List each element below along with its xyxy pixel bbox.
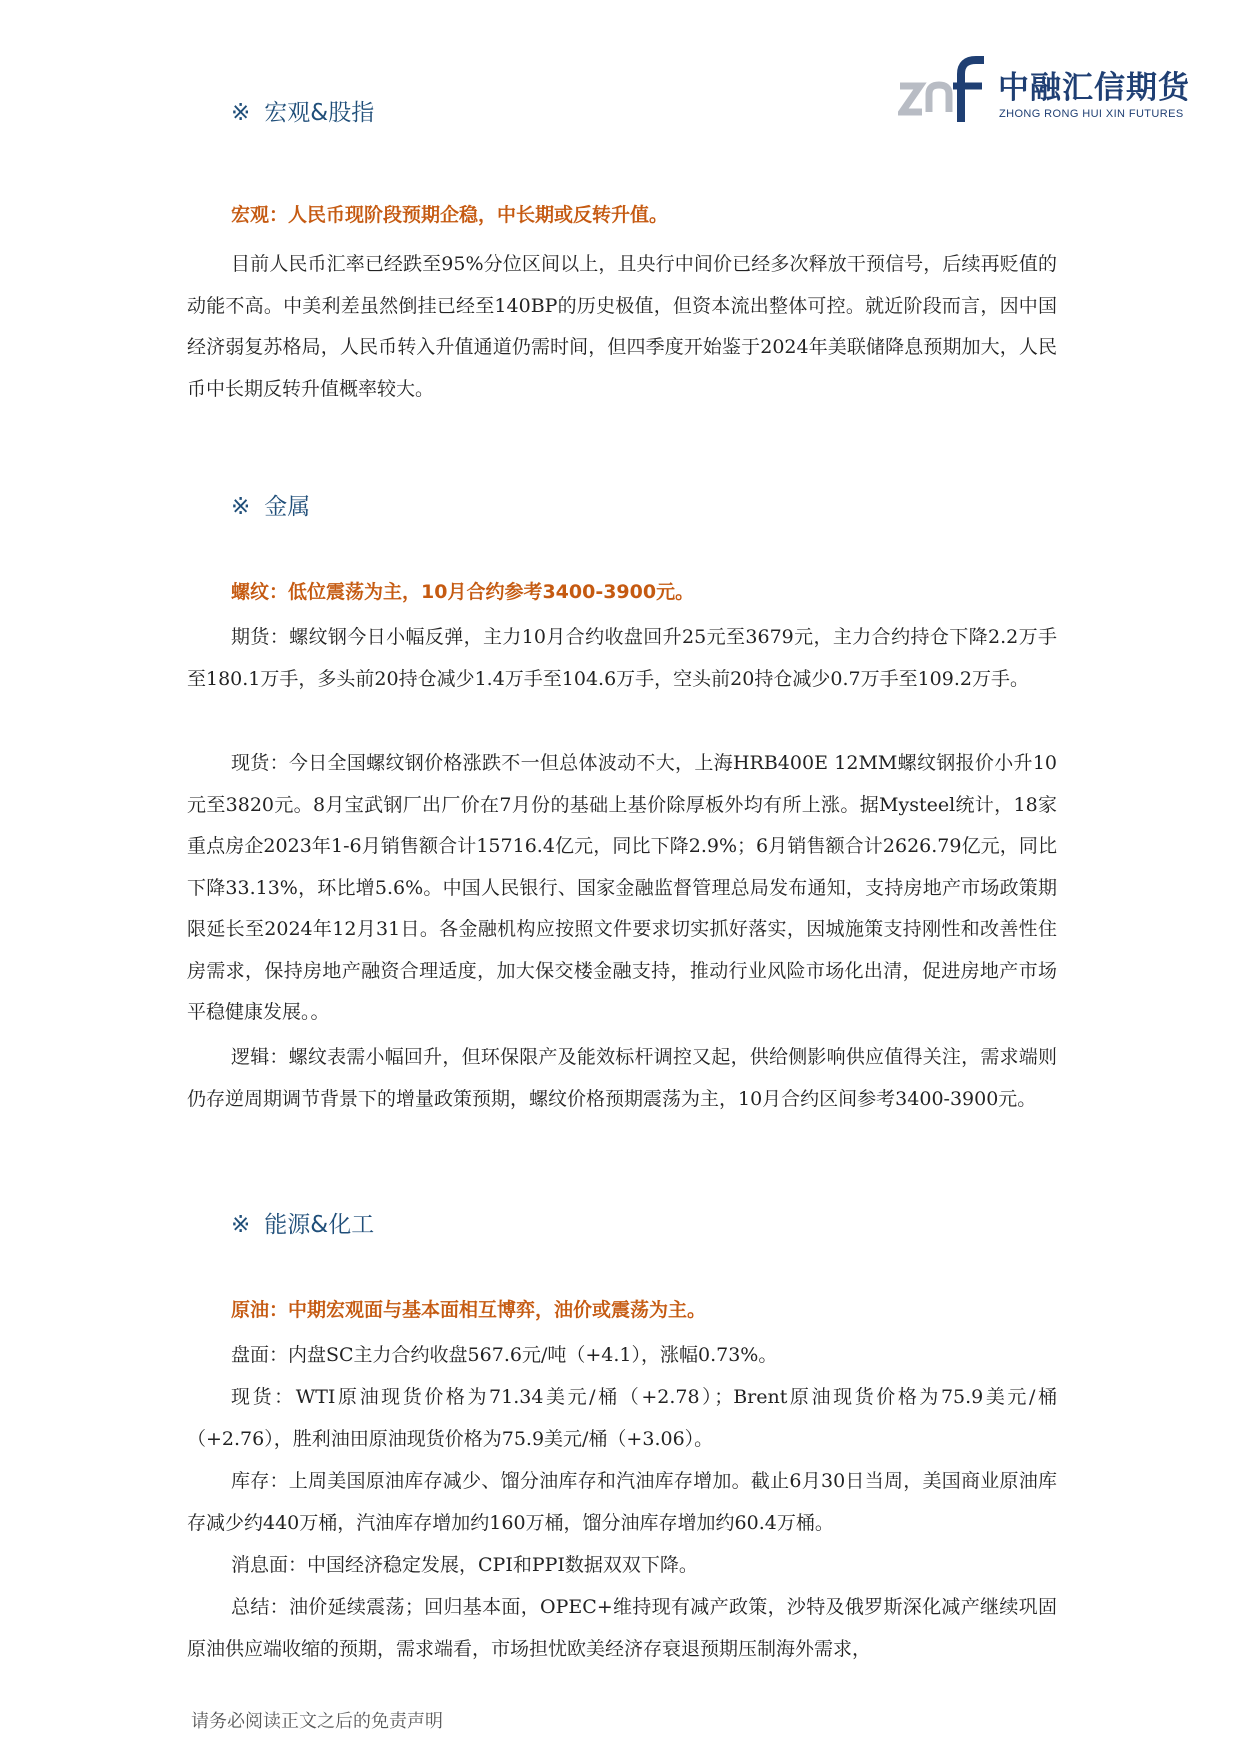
footer-disclaimer: 请务必阅读正文之后的免责声明 xyxy=(191,1711,443,1732)
section-title-metals: 金属 xyxy=(264,494,311,520)
paragraph-oil-summary: 总结：油价延续震荡；回归基本面，OPEC+维持现有减产政策，沙特及俄罗斯深化减产继续巩固原油供应端收缩的预期，需求端看，市场担忧欧美经济存衰退预期压制海外需求， xyxy=(187,1596,1057,1660)
section-title-energy: 能源&化工 xyxy=(264,1212,375,1238)
reference-mark-icon: ※ xyxy=(231,494,251,520)
logo-name-cn: 中融汇信期货 xyxy=(998,70,1190,106)
section-heading-energy xyxy=(231,1206,374,1239)
logo-name-en: ZHONG RONG HUI XIN FUTURES xyxy=(999,108,1184,120)
reference-mark-icon: ※ xyxy=(231,100,251,126)
znf-logo-mark-icon xyxy=(898,56,988,122)
paragraph-oil-market: 盘面：内盘SC主力合约收盘567.6元/吨（+4.1），涨幅0.73%。 xyxy=(231,1344,778,1366)
paragraph-oil-spot: 现货：WTI原油现货价格为71.34美元/桶（+2.78）；Brent原油现货价格为75.9美元/桶（+2.76），胜利油田原油现货价格为75.9美元/桶（+3.06）。 xyxy=(187,1386,1057,1450)
section-heading-macro xyxy=(231,94,374,127)
subheading-rebar: 螺纹：低位震荡为主，10月合约参考3400-3900元。 xyxy=(231,581,695,603)
company-logo xyxy=(898,56,1198,126)
paragraph-rebar-logic: 逻辑：螺纹表需小幅回升，但环保限产及能效标杆调控又起，供给侧影响供应值得关注，需求端则仍存逆周期调节背景下的增量政策预期，螺纹价格预期震荡为主，10月合约区间参考3400-3900元。 xyxy=(187,1046,1057,1110)
subheading-rmb: 宏观：人民币现阶段预期企稳，中长期或反转升值。 xyxy=(231,204,669,226)
paragraph-rebar-spot: 现货：今日全国螺纹钢价格涨跌不一但总体波动不大，上海HRB400E 12MM螺纹钢报价小升10元至3820元。8月宝武钢厂出厂价在7月份的基础上基价除厚板外均有所上涨。据Mysteel统计，18家重点房企2023年1-6月销售额合计15716.4亿元，同比下降2.9%；6月销售额合计2626.79亿元，同比下降33.13%，环比增5.6%。中国人民银行、国家金融监督管理总局发布通知，支持房地产市场政策期限延长至2024年12月31日。各金融机构应按照文件要求切实抓好落实，因城施策支持刚性和改善性住房需求，保持房地产融资合理适度，加大保交楼金融支持，推动行业风险市场化出清，促进房地产市场平稳健康发展。。 xyxy=(187,752,1057,1023)
subheading-crude-oil: 原油：中期宏观面与基本面相互博弈，油价或震荡为主。 xyxy=(231,1299,707,1321)
paragraph-rmb: 目前人民币汇率已经跌至95%分位区间以上，且央行中间价已经多次释放干预信号，后续再贬值的动能不高。中美利差虽然倒挂已经至140BP的历史极值，但资本流出整体可控。就近阶段而言，因中国经济弱复苏格局，人民币转入升值通道仍需时间，但四季度开始鉴于2024年美联储降息预期加大，人民币中长期反转升值概率较大。 xyxy=(187,253,1057,400)
reference-mark-icon: ※ xyxy=(231,1212,251,1238)
paragraph-rebar-futures: 期货：螺纹钢今日小幅反弹，主力10月合约收盘回升25元至3679元，主力合约持仓下降2.2万手至180.1万手，多头前20持仓减少1.4万手至104.6万手，空头前20持仓减少0.7万手至109.2万手。 xyxy=(187,626,1057,690)
section-title-macro: 宏观&股指 xyxy=(264,100,375,126)
paragraph-oil-news: 消息面：中国经济稳定发展，CPI和PPI数据双双下降。 xyxy=(231,1554,698,1576)
paragraph-oil-inventory: 库存：上周美国原油库存减少、馏分油库存和汽油库存增加。截止6月30日当周，美国商业原油库存减少约440万桶，汽油库存增加约160万桶，馏分油库存增加约60.4万桶。 xyxy=(187,1470,1057,1534)
section-heading-metals xyxy=(231,488,310,521)
